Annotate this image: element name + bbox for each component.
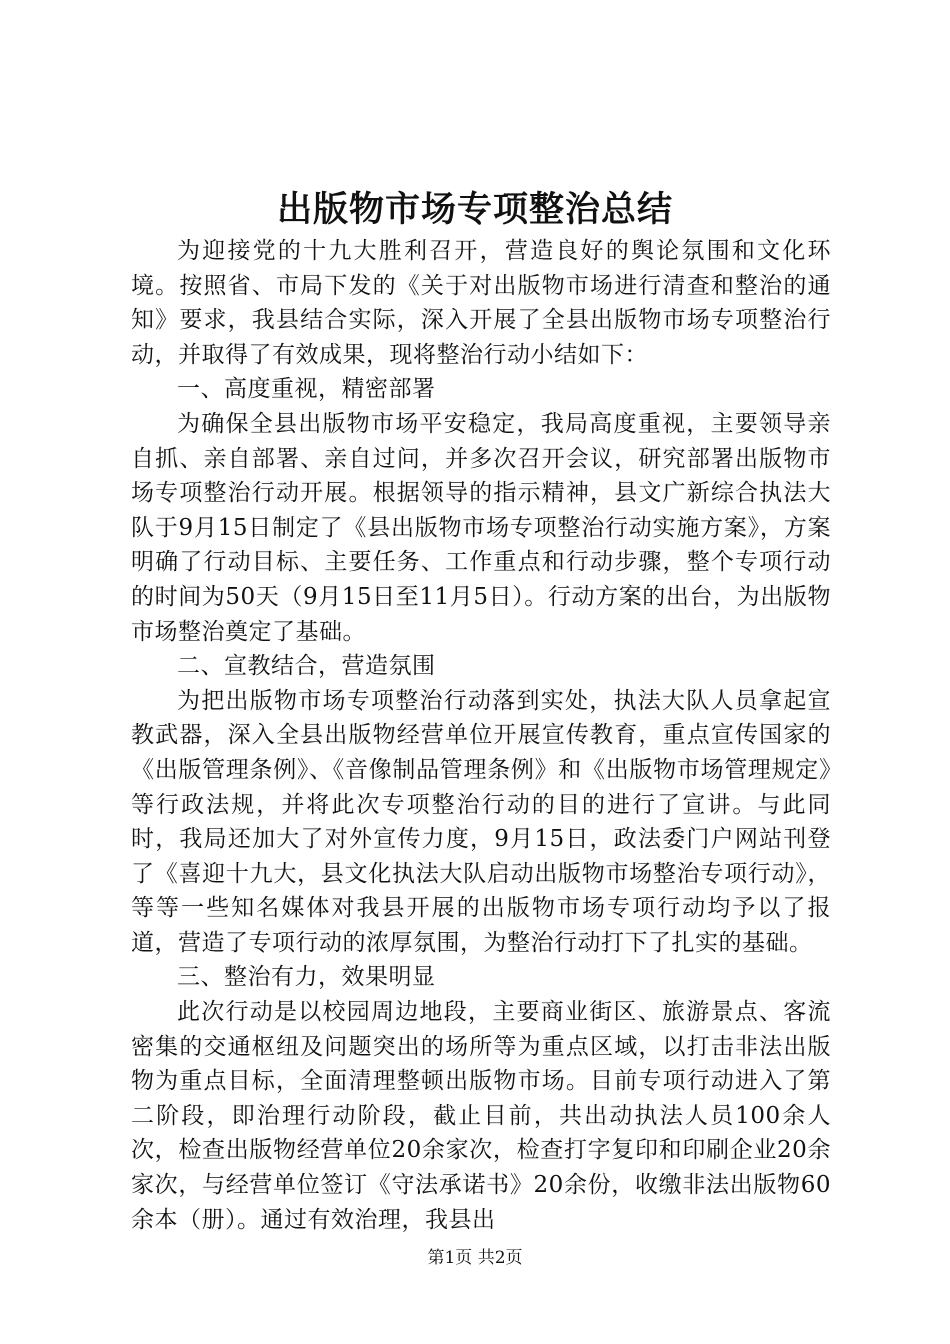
intro-paragraph: 为迎接党的十九大胜利召开，营造良好的舆论氛围和文化环境。按照省、市局下发的《关于对出版物市场进行清查和整治的通知》要求，我县结合实际，深入开展了全县出版物市场专项整治行动，并取得了有效成果，现将整治行动小结如下： bbox=[131, 238, 831, 368]
document-title: 出版物市场专项整治总结 bbox=[276, 189, 673, 230]
page-footer: 第1页 共2页 bbox=[427, 1248, 523, 1268]
document-body bbox=[131, 234, 831, 1237]
section-paragraph-1: 为确保全县出版物市场平安稳定，我局高度重视，主要领导亲自抓、亲自部署、亲自过问，并多次召开会议，研究部署出版物市场专项整治行动开展。根据领导的指示精神，县文广新综合执法大队于9月15日制定了《县出版物市场专项整治行动实施方案》，方案明确了行动目标、主要任务、工作重点和行动步骤，整个专项行动的时间为50天（9月15日至11月5日）。行动方案的出台，为出版物市场整治奠定了基础。 bbox=[131, 410, 831, 645]
section-paragraph-3: 此次行动是以校园周边地段，主要商业街区、旅游景点、客流密集的交通枢纽及问题突出的场所等为重点区域，以打击非法出版物为重点目标，全面清理整顿出版物市场。目前专项行动进入了第二阶段，即治理行动阶段，截止目前，共出动执法人员100余人次，检查出版物经营单位20余家次，检查打字复印和印刷企业20余家次，与经营单位签订《守法承诺书》20余份，收缴非法出版物60余本（册）。通过有效治理，我县出 bbox=[131, 999, 831, 1233]
section-paragraph-2: 为把出版物市场专项整治行动落到实处，执法大队人员拿起宣教武器，深入全县出版物经营单位开展宣传教育，重点宣传国家的《出版管理条例》、《音像制品管理条例》和《出版物市场管理规定》等行政法规，并将此次专项整治行动的目的进行了宣讲。与此同时，我局还加大了对外宣传力度，9月15日，政法委门户网站刊登了《喜迎十九大，县文化执法大队启动出版物市场整治专项行动》，等等一些知名媒体对我县开展的出版物市场专项行动均予以了报道，营造了专项行动的浓厚氛围，为整治行动打下了扎实的基础。 bbox=[131, 687, 831, 956]
section-heading-3: 三、整治有力，效果明显 bbox=[177, 964, 436, 991]
section-heading-1: 一、高度重视，精密部署 bbox=[177, 376, 436, 403]
section-heading-2: 二、宣教结合，营造氛围 bbox=[177, 653, 436, 680]
